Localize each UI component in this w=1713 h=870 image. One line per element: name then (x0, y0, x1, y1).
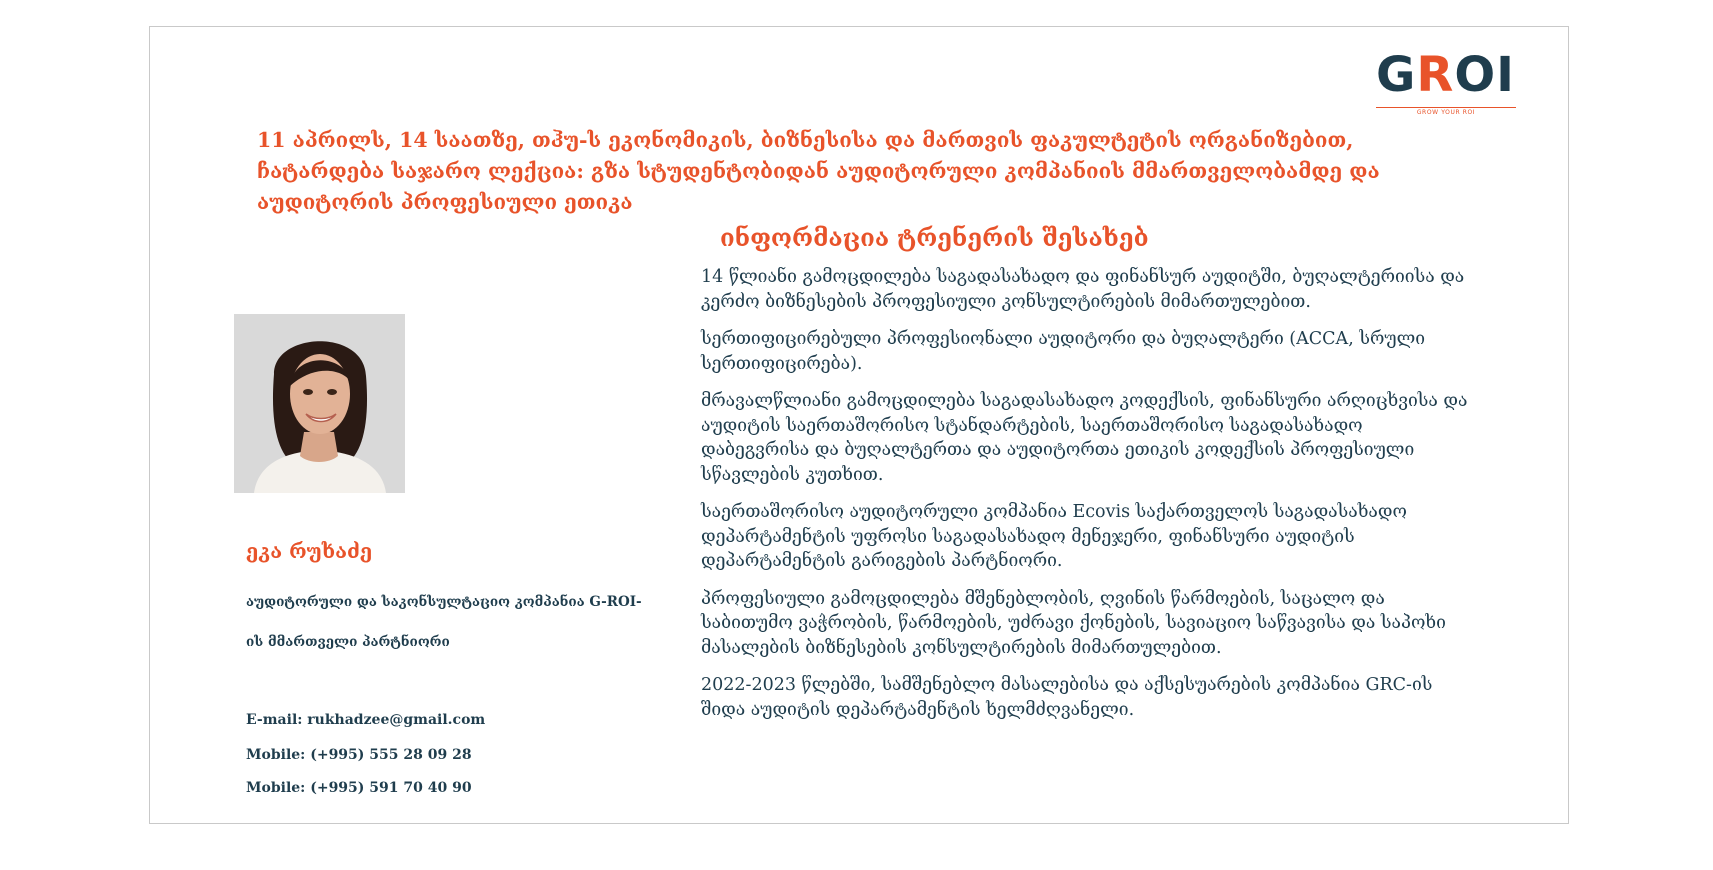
groi-logo (1376, 47, 1516, 116)
trainer-bio (701, 265, 1471, 735)
contact-email: E-mail: rukhadzee@gmail.com (246, 712, 486, 728)
trainer-role-line-2: ის მმართველი პარტნიორი (246, 634, 450, 650)
bio-paragraph: მრავალწლიანი გამოცდილება საგადასახადო კოდექსის, ფინანსური არღიცხვისა და აუდიტის საერთაშორისო სტანდარტების, საერთაშორისო საგადასახადო დაბეგვრისა და ბუღალტერთა და აუდიტორთა ეთიკის კოდექსის პროფესიული სწავლების კუთხით. (701, 391, 1468, 485)
bio-paragraph: პროფესიული გამოცდილება მშენებლობის, ღვინის წარმოების, საცალო და საბითუმო ვაჭრობის, წარმოების, უძრავი ქონების, სავიაციო საწვავისა და საპოხი მასალების ბიზნესების კონსულტირების მიმართულებით. (701, 588, 1446, 658)
bio-paragraph: სერთიფიცირებული პროფესიონალი აუდიტორი და ბუღალტერი (ACCA, სრული სერთიფიცირება). (701, 329, 1426, 374)
portrait-image (234, 314, 405, 493)
logo-underline (1376, 107, 1516, 108)
trainer-photo (234, 314, 405, 493)
contact-mobile-2: Mobile: (+995) 591 70 40 90 (246, 780, 472, 796)
trainer-section-title: ინფორმაცია ტრენერის შესახებ (720, 223, 1149, 252)
bio-paragraph: 2022-2023 წლებში, სამშენებლო მასალებისა და აქსესუარების კომპანია GRC-ის შიდა აუდიტის დეპარტამენტის ხელმძღვანელი. (701, 675, 1433, 720)
bio-paragraph: 14 წლიანი გამოცდილება საგადასახადო და ფინანსურ აუდიტში, ბუღალტერიისა და კერძო ბიზნესების პროფესიული კონსულტირების მიმართულებით. (701, 267, 1465, 312)
bio-paragraph: საერთაშორისო აუდიტორული კომპანია Ecovis საქართველოს საგადასახადო დეპარტამენტის უფროსი საგადასახადო მენეჯერი, ფინანსური აუდიტის დეპარტამენტის გარიგების პარტნიორი. (701, 502, 1407, 571)
trainer-role-line-1: აუდიტორული და საკონსულტაციო კომპანია G-ROI- (246, 594, 642, 610)
contact-mobile-1: Mobile: (+995) 555 28 09 28 (246, 747, 472, 763)
logo-wordmark: GROI (1376, 47, 1516, 103)
logo-tagline: GROW YOUR ROI (1416, 109, 1476, 116)
flyer-frame (149, 26, 1569, 824)
event-headline: 11 აპრილს, 14 საათზე, თჰუ-ს ეკონომიკის, ბიზნესისა და მართვის ფაკულტეტის ორგანიზებით, ჩატარდება საჯარო ლექცია: გზა სტუდენტობიდან აუდიტორული კომპანიის მმართველობამდე და აუდიტორის პროფესიული ეთიკა (257, 128, 1380, 214)
trainer-name: ეკა რუხაძე (246, 539, 373, 563)
